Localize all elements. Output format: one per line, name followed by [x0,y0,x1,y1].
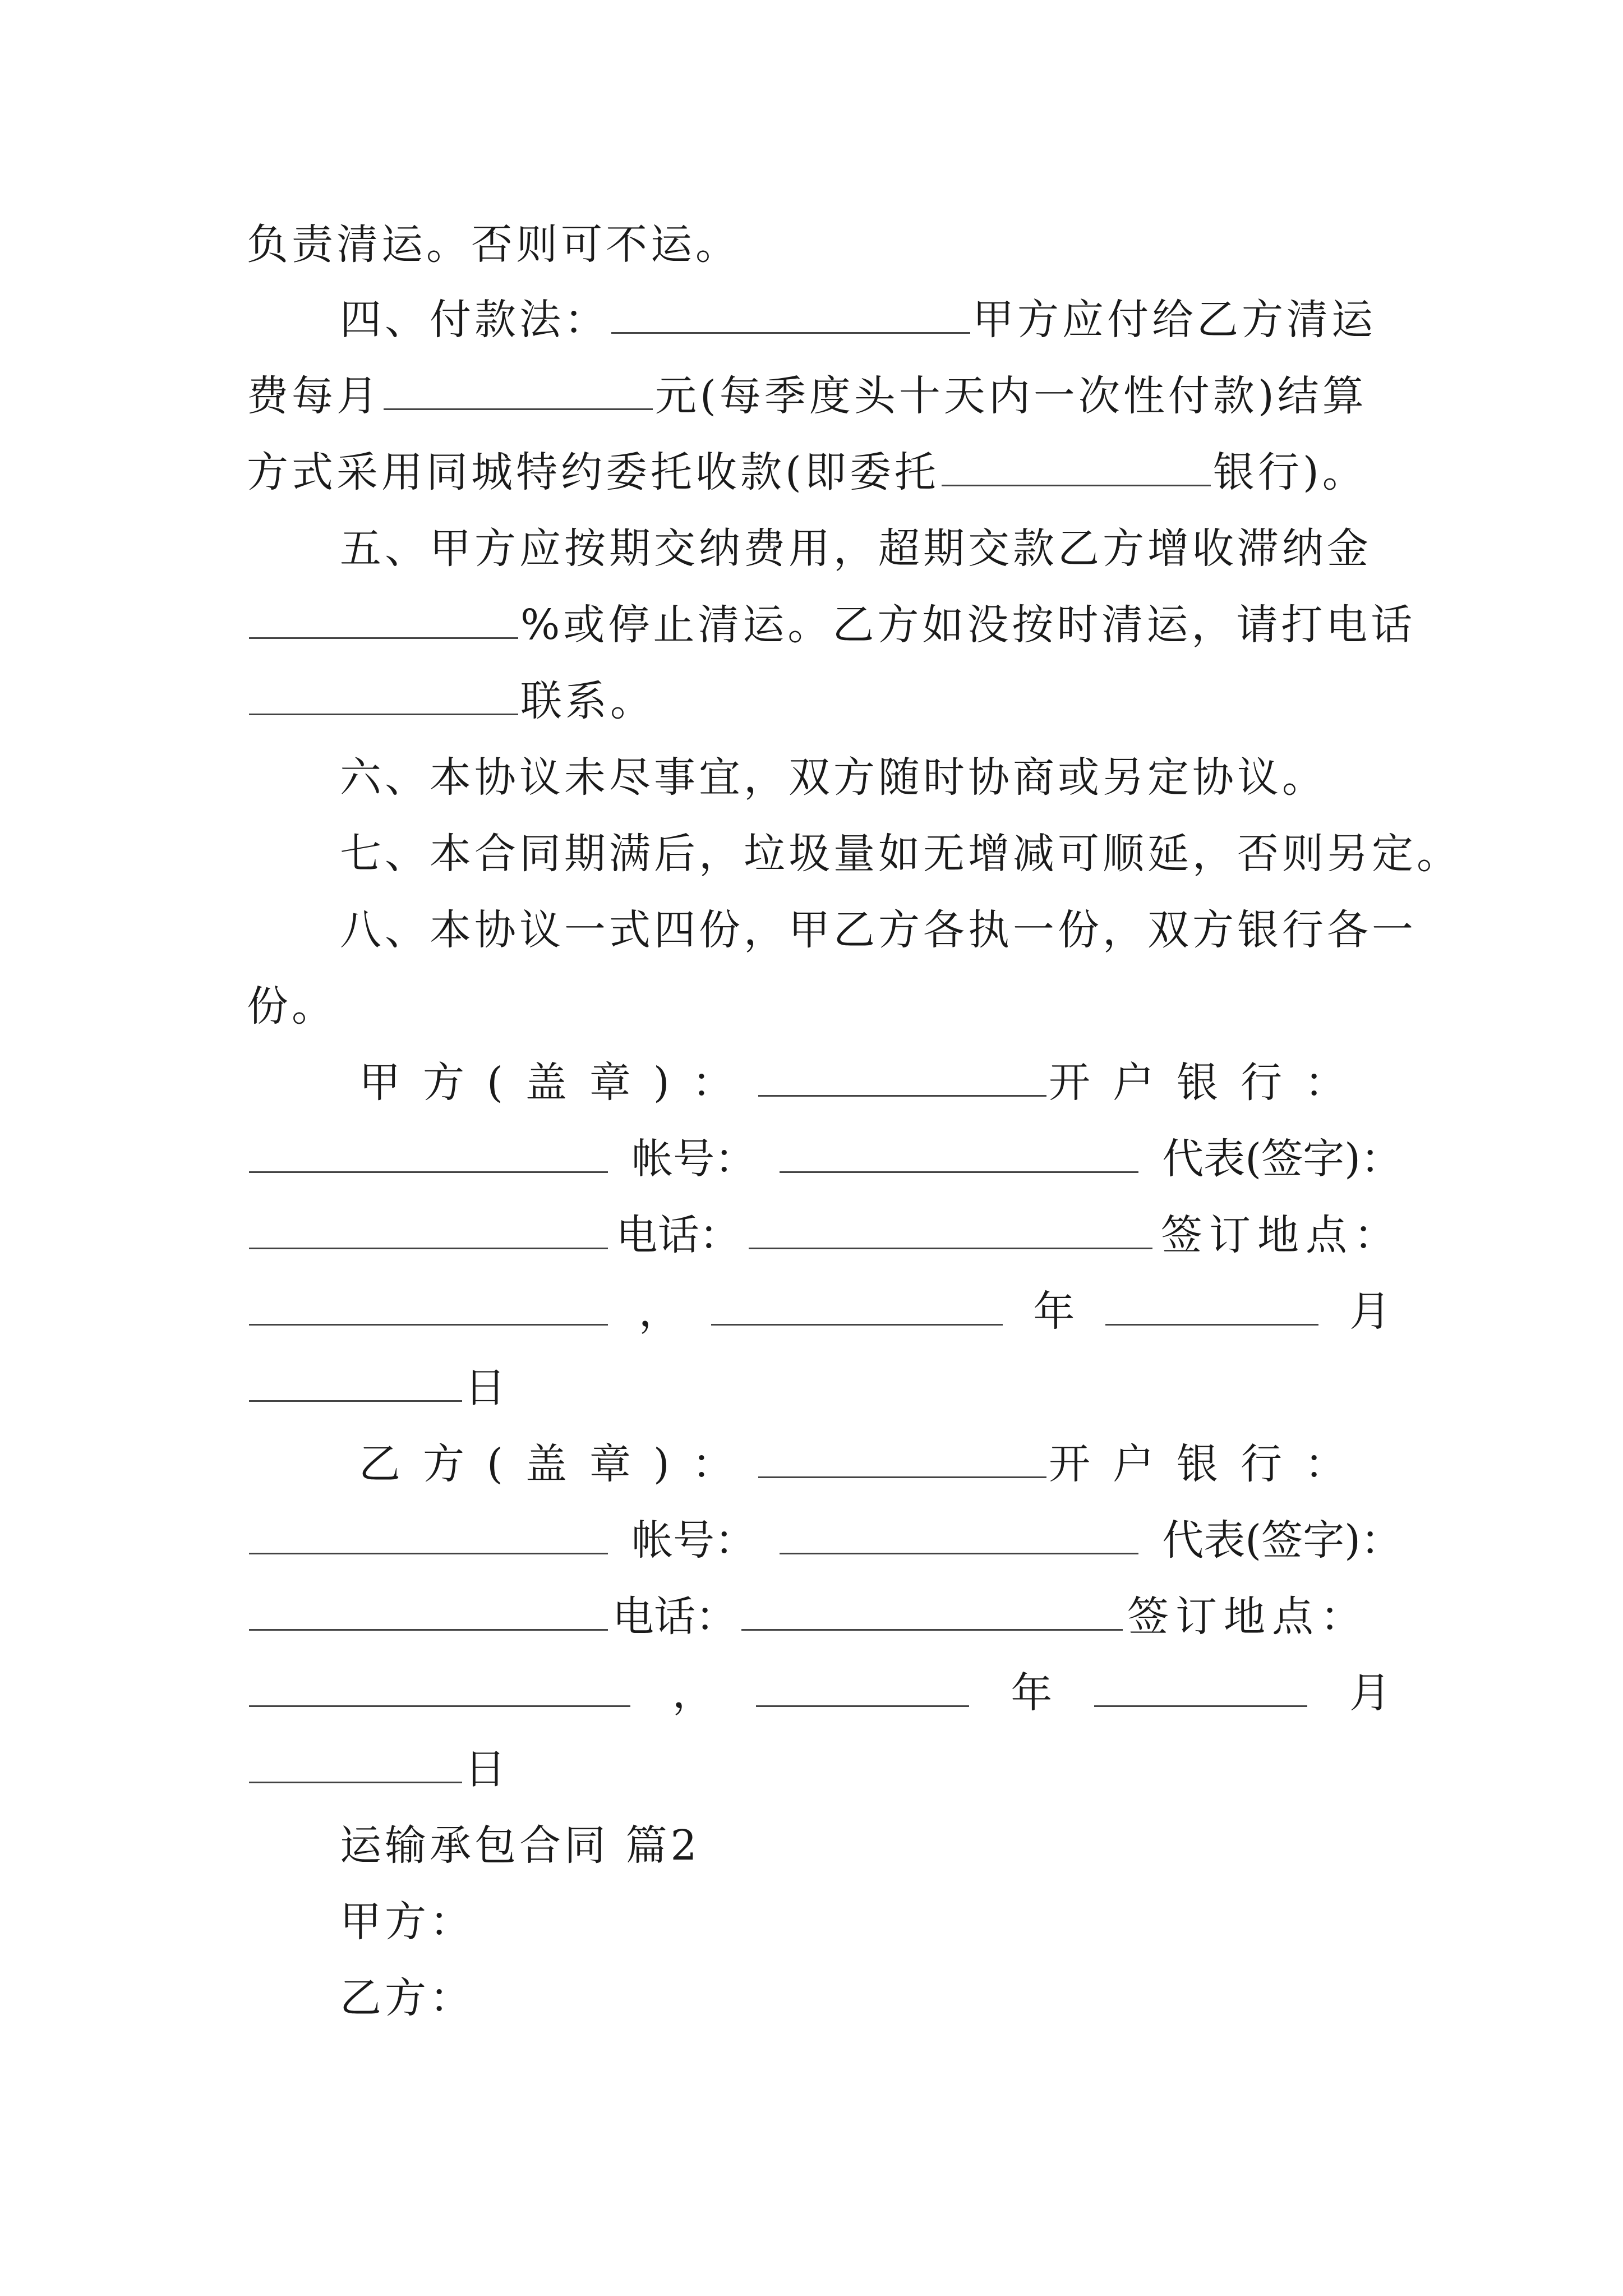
party-b-label: 乙方： [340,1974,474,2022]
fill-blank [249,1213,608,1249]
section-2-party-a-line [340,1888,1391,1955]
party-b-phone-label: 电话： [612,1593,737,1641]
text-line [340,286,1391,353]
fill-blank [1105,1289,1318,1326]
clause-five-text: 五、甲方应按期交纳费用，超期交款乙方增收滞纳金 [340,524,1372,573]
fill-blank [249,1671,630,1707]
paragraph-text: 方式采用同城特约委托收款(即委托 [247,448,939,496]
clause-four-label: 四、付款法： [340,296,609,344]
party-a-day-line [247,1354,1391,1421]
paragraph-text: 元(每季度头十天内一次性付款)结算 [655,372,1367,420]
day-label: 日 [464,1364,509,1412]
fill-blank [249,1137,608,1173]
party-a-phone-line [247,1202,1402,1269]
text-line [247,211,1391,278]
party-a-bank-label: 开户银行： [1049,1059,1368,1107]
day-label: 日 [464,1745,509,1793]
party-a-rep-label: 代表(签字)： [1162,1135,1402,1183]
paragraph-text: %或停止清运。乙方如没按时清运，请打电话 [520,601,1416,649]
paragraph-text: 份。 [247,982,336,1030]
paragraph-text: 负责清运。否则可不运。 [247,220,740,269]
comma: ， [638,1287,680,1336]
party-b-rep-label: 代表(签字)： [1162,1516,1402,1565]
fill-blank [749,1213,1152,1249]
fill-blank [249,1747,462,1783]
party-b-account-line [247,1507,1402,1574]
paragraph-text: 联系。 [520,677,655,725]
text-line [340,820,1461,887]
clause-eight-text: 八、本协议一式四份，甲乙方各执一份，双方银行各一 [340,906,1417,954]
party-b-account-label: 帐号： [631,1516,757,1565]
fill-blank [756,1671,969,1707]
party-b-seal-line [359,1430,1368,1498]
fill-blank [758,1060,1046,1097]
party-b-day-line [247,1736,1391,1803]
party-a-seal-line [359,1049,1368,1116]
fill-blank [249,679,518,715]
fill-blank [249,1365,462,1402]
month-label: 月 [1349,1287,1391,1336]
fill-blank [780,1137,1138,1173]
party-a-date-line [247,1278,1391,1345]
fill-blank [711,1289,1003,1326]
party-a-label: 甲方： [340,1898,474,1946]
text-line [247,591,1416,659]
party-a-phone-label: 电话： [616,1211,741,1259]
fill-blank [384,374,653,410]
fill-blank [758,1442,1046,1478]
fill-blank [249,1518,608,1554]
party-b-phone-line [247,1583,1368,1650]
paragraph-text: 银行)。 [1212,448,1367,496]
text-line [247,362,1391,430]
party-b-date-line [247,1659,1391,1727]
party-a-place-label: 签订地点： [1160,1211,1402,1259]
section-title: 运输承包合同 篇2 [340,1821,700,1870]
fill-blank [741,1594,1123,1631]
fill-blank [780,1518,1138,1554]
party-b-seal-label: 乙方(盖章)： [359,1440,756,1488]
fill-blank [249,602,518,639]
party-b-bank-label: 开户银行： [1049,1440,1368,1488]
text-line [340,744,1391,811]
party-a-account-line [247,1125,1402,1193]
text-line [247,668,1391,735]
year-label: 年 [1011,1669,1053,1717]
comma: ， [672,1669,714,1717]
fill-blank [942,450,1211,486]
month-label: 月 [1349,1669,1391,1717]
clause-seven-text: 七、本合同期满后，垃圾量如无增减可顺延，否则另定。 [340,830,1461,878]
section-2-party-b-line [340,1964,1391,2032]
section-2-title-line [340,1812,1391,1879]
paragraph-text: 费每月 [247,372,381,420]
fill-blank [1094,1671,1307,1707]
text-line [340,896,1417,964]
party-a-seal-label: 甲方(盖章)： [359,1059,756,1107]
fill-blank [249,1289,608,1326]
party-a-account-label: 帐号： [631,1135,757,1183]
text-line [340,515,1391,582]
fill-blank [611,297,970,334]
fill-blank [249,1594,608,1631]
party-b-place-label: 签订地点： [1127,1593,1368,1641]
paragraph-text: 甲方应付给乙方清运 [972,296,1376,344]
year-label: 年 [1033,1287,1075,1336]
text-line [247,973,1391,1040]
clause-six-text: 六、本协议未尽事宜，双方随时协商或另定协议。 [340,753,1327,802]
text-line [247,439,1391,506]
